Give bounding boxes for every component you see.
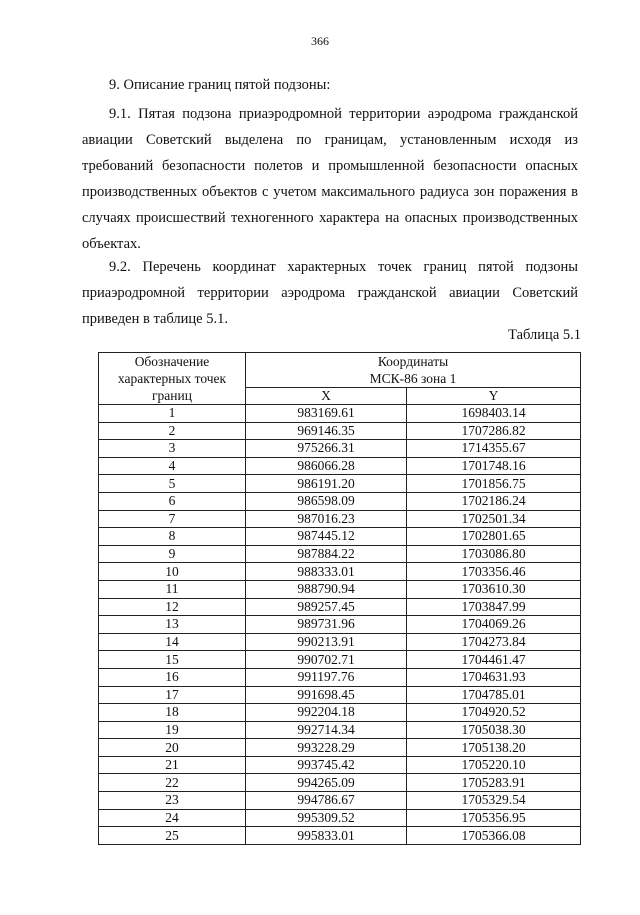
x-coordinate-cell: 991197.76	[246, 668, 407, 686]
x-coordinate-cell: 995833.01	[246, 827, 407, 845]
table-row	[99, 633, 581, 651]
y-coordinate-cell: 1701856.75	[407, 475, 581, 493]
header-point-label-line3: границ	[152, 388, 192, 403]
y-coordinate-cell: 1705283.91	[407, 774, 581, 792]
header-coordinates-line1: Координаты	[377, 354, 449, 369]
section-heading: 9. Описание границ пятой подзоны:	[109, 77, 331, 93]
y-coordinate-cell: 1705038.30	[407, 721, 581, 739]
point-number-cell: 4	[99, 457, 246, 475]
table-row	[99, 651, 581, 669]
y-coordinate-cell: 1704920.52	[407, 704, 581, 722]
y-coordinate-cell: 1704273.84	[407, 633, 581, 651]
y-coordinate-cell: 1705329.54	[407, 792, 581, 810]
x-coordinate-cell: 975266.31	[246, 440, 407, 458]
y-coordinate-cell: 1703086.80	[407, 545, 581, 563]
paragraph-9-2: 9.2. Перечень координат характерных точек границ пятой подзоны приаэродромной территории аэродрома гражданской авиации Советский приведен в таблице 5.1.	[82, 259, 578, 327]
x-coordinate-cell: 987016.23	[246, 510, 407, 528]
paragraph-9-1: 9.1. Пятая подзона приаэродромной территории аэродрома гражданской авиации Советский выделена по границам, установленным исходя из требований безопасности полетов и промышленной безопасности опасных производственных объектов с учетом максимального радиуса зон поражения в случаях происшествий техногенного характера на опасных производственных объектах.	[82, 106, 578, 252]
point-number-cell: 11	[99, 580, 246, 598]
table-row	[99, 528, 581, 546]
x-coordinate-cell: 987884.22	[246, 545, 407, 563]
x-coordinate-cell: 983169.61	[246, 405, 407, 423]
x-coordinate-cell: 986598.09	[246, 492, 407, 510]
x-coordinate-cell: 986191.20	[246, 475, 407, 493]
x-coordinate-cell: 992204.18	[246, 704, 407, 722]
table-row	[99, 809, 581, 827]
y-coordinate-cell: 1703356.46	[407, 563, 581, 581]
x-coordinate-cell: 988790.94	[246, 580, 407, 598]
y-coordinate-cell: 1705356.95	[407, 809, 581, 827]
point-number-cell: 9	[99, 545, 246, 563]
header-point-label	[99, 353, 246, 405]
point-number-cell: 2	[99, 422, 246, 440]
header-point-label-line1: Обозначение	[134, 354, 210, 369]
table-caption: Таблица 5.1	[508, 327, 581, 343]
x-coordinate-cell: 987445.12	[246, 528, 407, 546]
header-coordinates	[246, 353, 581, 388]
header-y: Y	[407, 388, 581, 405]
table-row	[99, 668, 581, 686]
point-number-cell: 19	[99, 721, 246, 739]
y-coordinate-cell: 1701748.16	[407, 457, 581, 475]
point-number-cell: 23	[99, 792, 246, 810]
x-coordinate-cell: 993745.42	[246, 756, 407, 774]
x-coordinate-cell: 989731.96	[246, 616, 407, 634]
x-coordinate-cell: 995309.52	[246, 809, 407, 827]
point-number-cell: 14	[99, 633, 246, 651]
point-number-cell: 20	[99, 739, 246, 757]
y-coordinate-cell: 1704785.01	[407, 686, 581, 704]
page-number: 366	[311, 34, 329, 48]
point-number-cell: 16	[99, 668, 246, 686]
y-coordinate-cell: 1704461.47	[407, 651, 581, 669]
point-number-cell: 8	[99, 528, 246, 546]
x-coordinate-cell: 994786.67	[246, 792, 407, 810]
y-coordinate-cell: 1702801.65	[407, 528, 581, 546]
point-number-cell: 17	[99, 686, 246, 704]
header-point-label-line2: характерных точек	[117, 371, 227, 386]
x-coordinate-cell: 988333.01	[246, 563, 407, 581]
point-number-cell: 7	[99, 510, 246, 528]
point-number-cell: 22	[99, 774, 246, 792]
table-row	[99, 510, 581, 528]
point-number-cell: 6	[99, 492, 246, 510]
header-x: X	[246, 388, 407, 405]
x-coordinate-cell: 993228.29	[246, 739, 407, 757]
y-coordinate-cell: 1707286.82	[407, 422, 581, 440]
table-row	[99, 704, 581, 722]
coordinates-table	[98, 352, 581, 845]
table-row	[99, 686, 581, 704]
y-coordinate-cell: 1703847.99	[407, 598, 581, 616]
point-number-cell: 21	[99, 756, 246, 774]
y-coordinate-cell: 1702501.34	[407, 510, 581, 528]
y-coordinate-cell: 1705366.08	[407, 827, 581, 845]
y-coordinate-cell: 1703610.30	[407, 580, 581, 598]
table-row	[99, 440, 581, 458]
x-coordinate-cell: 992714.34	[246, 721, 407, 739]
table-row	[99, 756, 581, 774]
table-row	[99, 616, 581, 634]
table-row	[99, 475, 581, 493]
x-coordinate-cell: 969146.35	[246, 422, 407, 440]
table-body	[99, 405, 581, 845]
table-row	[99, 545, 581, 563]
header-coordinates-line2: МСК-86 зона 1	[369, 371, 457, 386]
point-number-cell: 5	[99, 475, 246, 493]
x-coordinate-cell: 990702.71	[246, 651, 407, 669]
y-coordinate-cell: 1702186.24	[407, 492, 581, 510]
point-number-cell: 25	[99, 827, 246, 845]
x-coordinate-cell: 989257.45	[246, 598, 407, 616]
y-coordinate-cell: 1704069.26	[407, 616, 581, 634]
table-row	[99, 563, 581, 581]
table-row	[99, 739, 581, 757]
point-number-cell: 13	[99, 616, 246, 634]
table-row	[99, 721, 581, 739]
table-row	[99, 792, 581, 810]
y-coordinate-cell: 1714355.67	[407, 440, 581, 458]
table-row	[99, 457, 581, 475]
x-coordinate-cell: 994265.09	[246, 774, 407, 792]
table-row	[99, 405, 581, 423]
table-row	[99, 774, 581, 792]
point-number-cell: 1	[99, 405, 246, 423]
y-coordinate-cell: 1705138.20	[407, 739, 581, 757]
y-coordinate-cell: 1704631.93	[407, 668, 581, 686]
table-row	[99, 827, 581, 845]
table-row	[99, 598, 581, 616]
x-coordinate-cell: 990213.91	[246, 633, 407, 651]
point-number-cell: 24	[99, 809, 246, 827]
point-number-cell: 10	[99, 563, 246, 581]
point-number-cell: 15	[99, 651, 246, 669]
table-row	[99, 492, 581, 510]
point-number-cell: 3	[99, 440, 246, 458]
table-row	[99, 422, 581, 440]
x-coordinate-cell: 991698.45	[246, 686, 407, 704]
y-coordinate-cell: 1698403.14	[407, 405, 581, 423]
point-number-cell: 18	[99, 704, 246, 722]
y-coordinate-cell: 1705220.10	[407, 756, 581, 774]
table-row	[99, 580, 581, 598]
point-number-cell: 12	[99, 598, 246, 616]
x-coordinate-cell: 986066.28	[246, 457, 407, 475]
